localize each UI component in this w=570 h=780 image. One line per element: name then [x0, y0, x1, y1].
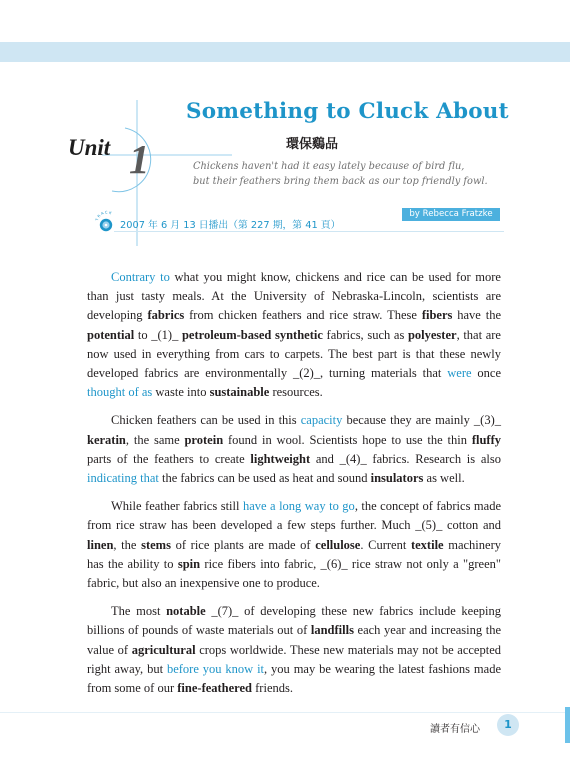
text-run: to _(1)_ [134, 327, 182, 342]
tagline-line-2: but their feathers bring them back as our top friendly fowl. [193, 176, 488, 187]
text-run: , the [113, 537, 142, 552]
text-run: . Current [360, 537, 411, 552]
article-body [87, 268, 501, 707]
text-run: _(7)_ of developing these new fabrics include keeping billions of pounds of waste materials out of [87, 604, 501, 638]
text-run: because they are mainly _(3)_ [342, 413, 501, 428]
vocab-word: landfills [310, 623, 354, 638]
text-run: once [471, 366, 501, 381]
phrase-highlight: were [447, 366, 472, 381]
chinese-subtitle: 環保鷄品 [286, 137, 339, 152]
text-run: as well. [423, 471, 465, 486]
phrase-highlight: have a long way to go [242, 499, 355, 514]
broadcast-date: 2007 年 6 月 13 日播出（第 227 期，第 41 頁） [120, 220, 341, 231]
vocab-word: stems [141, 537, 171, 552]
text-run: fabrics, such as [322, 327, 408, 342]
vocab-word: fluffy [471, 432, 501, 447]
text-run: , the same [125, 432, 185, 447]
text-run: have the [452, 308, 502, 323]
text-run: The most [111, 604, 167, 619]
vocab-word: potential [87, 327, 135, 342]
text-run: rice fibers into fabric, _(6)_ rice straw not only a "green" fabric, but also an inexpensive one to produce. [87, 556, 501, 591]
tagline-line-1: Chickens haven't had it easy lately because of bird flu, [193, 161, 465, 172]
text-run: crops worldwide. These new materials may not be accepted right away, but [87, 642, 501, 676]
text-run: and _(4)_ fabrics. Research is also [310, 451, 501, 466]
text-run: what you might know, chickens and rice can be used for more than just tasty meals. At the University of Nebraska-Lincoln, scientists are developing [87, 270, 501, 323]
phrase-highlight: capacity [300, 413, 343, 428]
cd-label: T R A C K [95, 210, 113, 222]
vocab-word: insulators [370, 471, 424, 486]
text-run: , you may be wearing the latest fashions made from some of our [87, 661, 501, 696]
text-run: resources. [269, 385, 323, 400]
vocab-word: keratin [87, 432, 126, 447]
text-run: Chicken feathers can be used in this [111, 413, 301, 428]
text-run: parts of the feathers to create [87, 451, 251, 466]
text-run: , that are now used in everything from cars to carpets. The best part is that these newly developed fabrics are environmentally _(2)_, turning materials that [87, 327, 501, 381]
text-run: , the concept of fabrics made from rice straw has been developed a few steps further. Much _(5)_ cotton and [87, 499, 501, 533]
page-number-badge: 1 [497, 714, 519, 736]
paragraph-4 [87, 602, 501, 698]
footer-book-name: 讀者有信心 [430, 724, 480, 735]
page-title: Something to Cluck About [186, 99, 509, 124]
vocab-word: sustainable [209, 385, 270, 400]
footer-divider [0, 712, 570, 713]
text-run: from chicken feathers and rice straw. These [184, 308, 422, 323]
phrase-highlight: indicating that [87, 471, 159, 486]
vocab-word: spin [177, 556, 201, 571]
vocab-word: notable [166, 604, 206, 619]
text-run: of rice plants are made of [170, 537, 316, 552]
text-run: friends. [252, 681, 293, 696]
vocab-word: linen [87, 537, 114, 552]
unit-number: 1 [129, 136, 150, 182]
vocab-word: fine-feathered [177, 681, 253, 696]
vocab-word: textile [410, 537, 444, 552]
text-run: each year and increasing the value of [87, 623, 501, 657]
paragraph-3 [87, 497, 501, 593]
text-run: waste into [152, 385, 210, 400]
vocab-word: fibers [421, 308, 453, 323]
header-divider [114, 231, 504, 232]
vocab-word: agricultural [131, 642, 196, 657]
vocab-word: cellulose [315, 537, 361, 552]
vocab-word: lightweight [250, 451, 311, 466]
phrase-highlight: before you know it [166, 661, 265, 676]
text-run: machinery has the ability to [87, 537, 501, 571]
page-edge-tab [565, 707, 570, 743]
vocab-word: polyester [407, 327, 457, 342]
byline: by Rebecca Fratzke [402, 208, 500, 221]
text-run: the fabrics can be used as heat and sound [158, 471, 371, 486]
cd-track-icon [94, 208, 118, 232]
text-run: found in wool. Scientists hope to use the thin [223, 432, 472, 447]
phrase-highlight: Contrary to [111, 270, 170, 284]
phrase-highlight: thought of as [87, 385, 153, 400]
tagline [193, 159, 488, 189]
text-run: While feather fabrics still [111, 499, 243, 514]
paragraph-2 [87, 411, 501, 488]
vocab-word: fabrics [147, 308, 185, 323]
vocab-word: protein [184, 432, 224, 447]
paragraph-1 [87, 268, 501, 402]
vocab-word: petroleum-based synthetic [181, 327, 323, 342]
unit-label: Unit [68, 135, 111, 160]
